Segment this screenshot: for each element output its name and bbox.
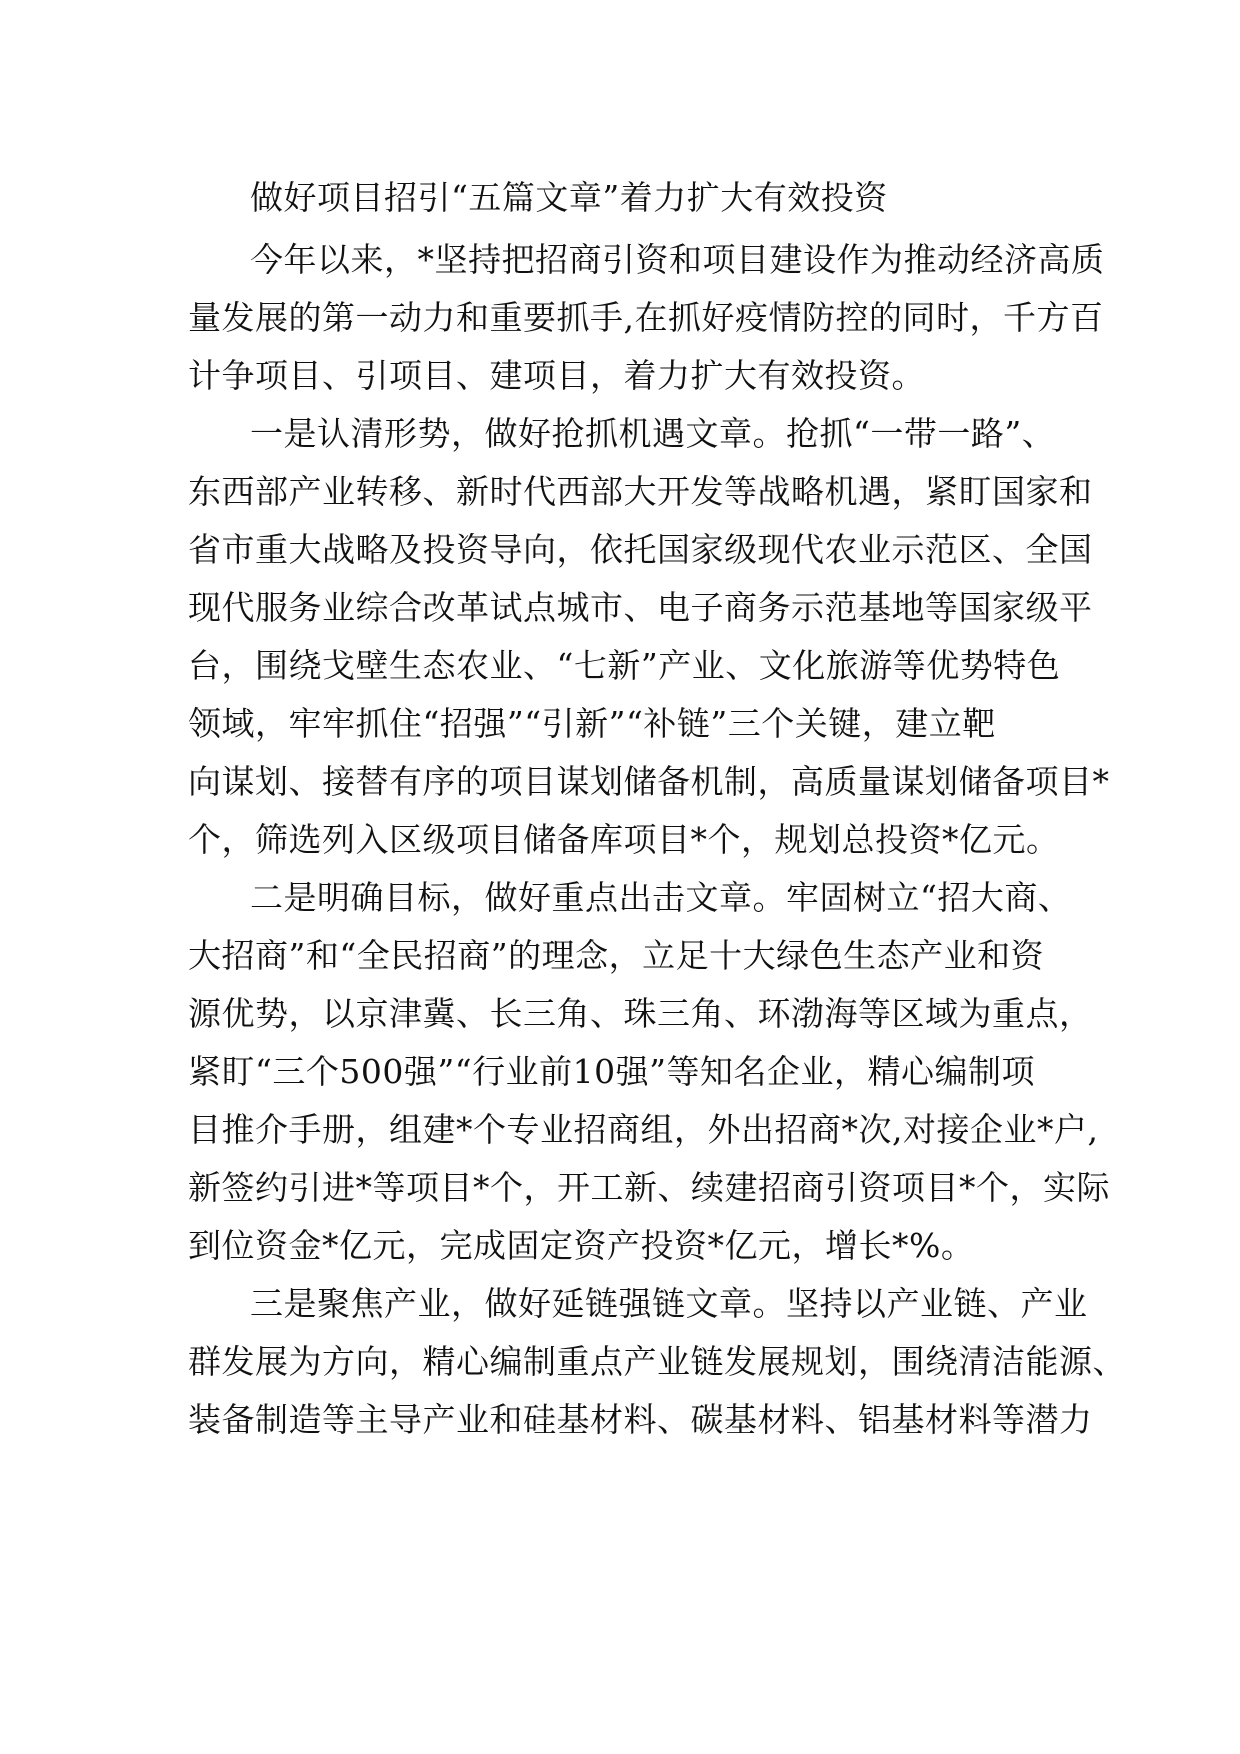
paragraph-3-line-5: 目推介手册，组建*个专业招商组，外出招商*次,对接企业*户, bbox=[188, 1110, 1099, 1149]
paragraph-3-line-4: 紧盯“三个500强”“行业前10强”等知名企业，精心编制项 bbox=[188, 1052, 1035, 1091]
paragraph-1-line-2: 量发展的第一动力和重要抓手,在抓好疫情防控的同时，千方百 bbox=[188, 298, 1104, 337]
paragraph-2-line-5: 台，围绕戈壁生态农业、“七新”产业、文化旅游等优势特色 bbox=[188, 646, 1061, 685]
paragraph-2-line-4: 现代服务业综合改革试点城市、电子商务示范基地等国家级平 bbox=[188, 588, 1093, 627]
paragraph-3-line-6: 新签约引进*等项目*个，开工新、续建招商引资项目*个，实际 bbox=[188, 1168, 1110, 1207]
paragraph-1-line-3: 计争项目、引项目、建项目，着力扩大有效投资。 bbox=[188, 356, 925, 395]
paragraph-3-line-2: 大招商”和“全民招商”的理念，立足十大绿色生态产业和资 bbox=[188, 936, 1045, 975]
paragraph-2-line-7: 向谋划、接替有序的项目谋划储备机制，高质量谋划储备项目* bbox=[188, 762, 1110, 801]
paragraph-2-line-6: 领域，牢牢抓住“招强”“引新”“补链”三个关键，建立靶 bbox=[188, 704, 996, 743]
paragraph-2-line-1: 一是认清形势，做好抢抓机遇文章。抢抓“一带一路”、 bbox=[250, 414, 1056, 453]
paragraph-3-line-3: 源优势，以京津冀、长三角、珠三角、环渤海等区域为重点， bbox=[188, 994, 1093, 1033]
paragraph-4-line-1: 三是聚焦产业，做好延链强链文章。坚持以产业链、产业 bbox=[250, 1284, 1088, 1323]
document-title: 做好项目招引“五篇文章”着力扩大有效投资 bbox=[250, 178, 888, 217]
paragraph-3-line-1: 二是明确目标，做好重点出击文章。牢固树立“招大商、 bbox=[250, 878, 1072, 917]
paragraph-2-line-2: 东西部产业转移、新时代西部大开发等战略机遇，紧盯国家和 bbox=[188, 472, 1093, 511]
paragraph-4-line-3: 装备制造等主导产业和硅基材料、碳基材料、铝基材料等潜力 bbox=[188, 1400, 1093, 1439]
paragraph-4-line-2: 群发展为方向，精心编制重点产业链发展规划，围绕清洁能源、 bbox=[188, 1342, 1126, 1381]
paragraph-3-line-7: 到位资金*亿元，完成固定资产投资*亿元，增长*%。 bbox=[188, 1226, 975, 1265]
paragraph-2-line-3: 省市重大战略及投资导向，依托国家级现代农业示范区、全国 bbox=[188, 530, 1093, 569]
paragraph-1-line-1: 今年以来，*坚持把招商引资和项目建设作为推动经济高质 bbox=[250, 240, 1105, 279]
paragraph-2-line-8: 个，筛选列入区级项目储备库项目*个，规划总投资*亿元。 bbox=[188, 820, 1060, 859]
